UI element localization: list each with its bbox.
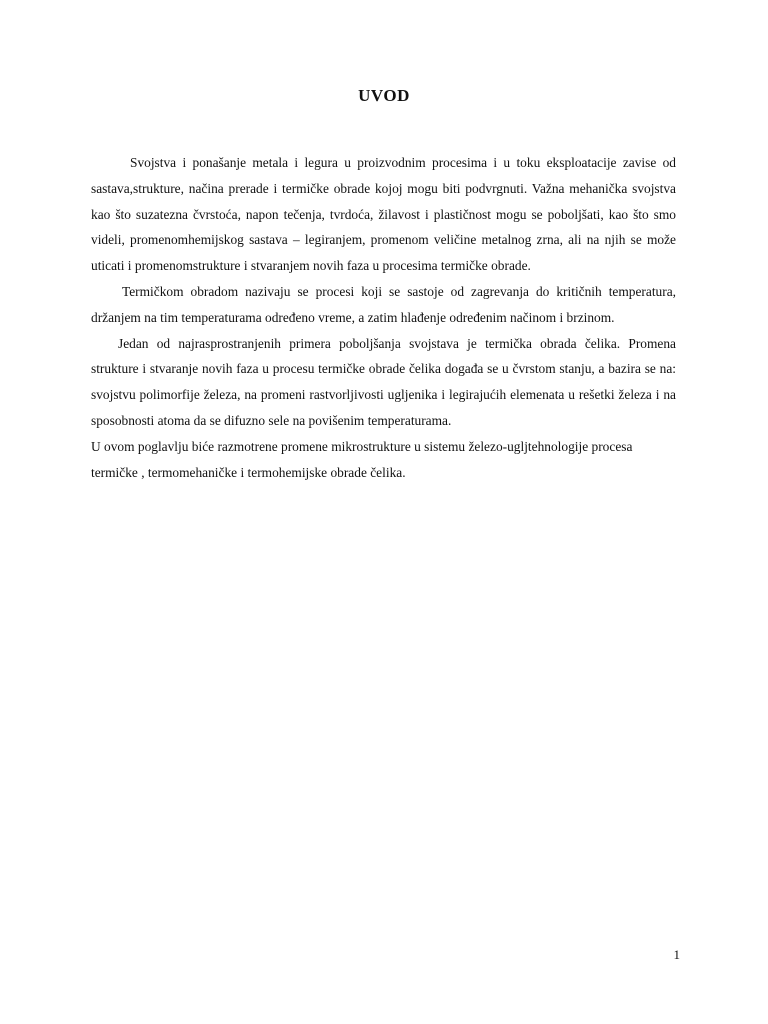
- page-title: UVOD: [358, 86, 410, 105]
- paragraph-intro: Svojstva i ponašanje metala i legura u proizvodnim procesima i u toku eksploatacije zavise od sastava,strukture, načina prerade i termičke obrade kojoj mogu biti podvrgnuti. Važna mehanička svojstva kao što suzatezna čvrstoća, napon tečenja, tvrdoća, žilavost i plastičnost mogu se poboljšati, kao što smo videli, promenomhemijskog sastava – legiranjem, promenom veličine metalnog zrna, ali na njih se može uticati i promenomstrukture i stvaranjem novih faza u procesima termičke obrade.: [91, 155, 676, 274]
- paragraph-chapter-scope: U ovom poglavlju biće razmotrene promene mikrostrukture u sistemu železo-ugljtehnologije procesa termičke , termomehaničke i termohemijske obrade čelika.: [91, 438, 633, 480]
- paragraph-definition: Termičkom obradom nazivaju se procesi koji se sastoje od zagrevanja do kritičnih temperatura, držanjem na tim temperaturama određeno vreme, a zatim hlađenje određenim načinom i brzinom.: [91, 283, 676, 325]
- body-text: [91, 150, 676, 485]
- page-number: 1: [673, 947, 680, 962]
- paragraph-steel-treatment: Jedan od najrasprostranjenih primera poboljšanja svojstava je termička obrada čelika. Promena strukture i stvaranje novih faza u procesu termičke obrade čelika događa se u čvrstom stanju, a bazira se na: svojstvu polimorfije železa, na promeni rastvorljivosti ugljenika i legirajućih elemenata u rešetki železa i na sposobnosti atoma da se difuzno sele na povišenim temperaturama.: [91, 335, 676, 428]
